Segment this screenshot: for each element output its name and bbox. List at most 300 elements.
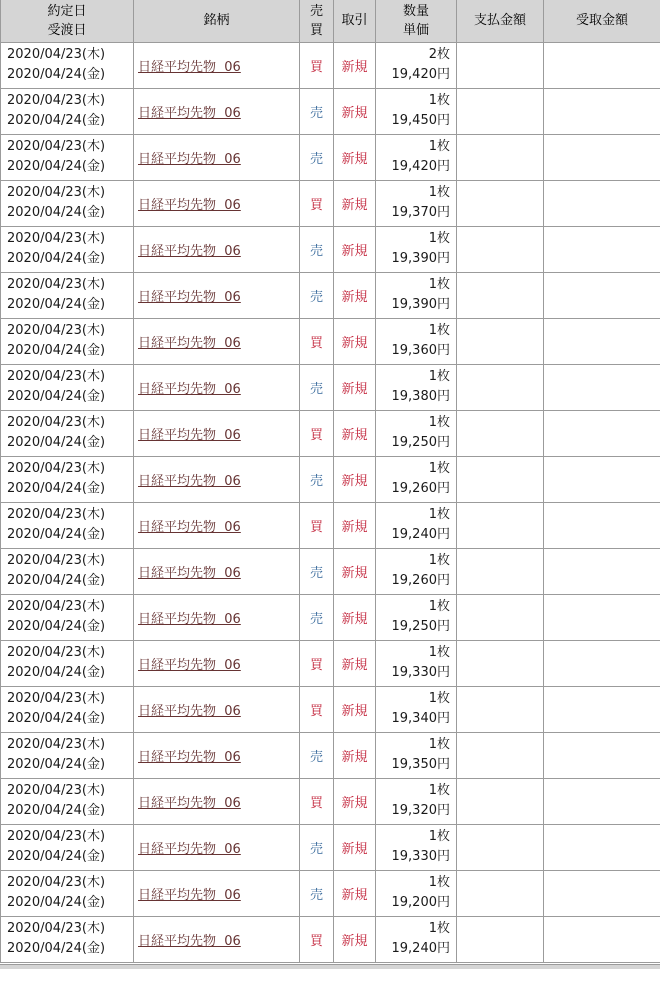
receipt-amount-cell xyxy=(544,870,660,916)
col-header-trade-type: 取引 xyxy=(334,0,376,42)
contract-date: 2020/04/23(木) xyxy=(7,921,106,936)
unit-price-value: 19,350円 xyxy=(391,757,450,772)
unit-price-value: 19,250円 xyxy=(391,435,450,450)
instrument-cell xyxy=(134,226,300,272)
table-row xyxy=(1,318,660,364)
quantity-price-cell xyxy=(376,134,457,180)
instrument-cell xyxy=(134,272,300,318)
side-label: 買 xyxy=(309,795,323,811)
quantity-price-cell xyxy=(376,916,457,962)
instrument-link[interactable]: 日経平均先物 06 xyxy=(138,611,241,627)
trade-type-cell xyxy=(334,318,376,364)
trade-type-label: 新規 xyxy=(341,381,368,397)
dates-cell xyxy=(1,42,134,88)
instrument-cell xyxy=(134,548,300,594)
trade-type-label: 新規 xyxy=(341,151,368,167)
quantity-value: 1枚 xyxy=(428,415,450,430)
delivery-date: 2020/04/24(金) xyxy=(7,389,106,404)
trade-type-cell xyxy=(334,594,376,640)
instrument-cell xyxy=(134,88,300,134)
side-cell xyxy=(300,272,334,318)
contract-date: 2020/04/23(木) xyxy=(7,783,106,798)
payment-amount-cell xyxy=(457,916,544,962)
side-label: 売 xyxy=(309,381,323,397)
dates-cell xyxy=(1,226,134,272)
dates-cell xyxy=(1,88,134,134)
trade-type-cell xyxy=(334,870,376,916)
trade-type-label: 新規 xyxy=(341,611,368,627)
table-row xyxy=(1,272,660,318)
side-cell xyxy=(300,916,334,962)
contract-date: 2020/04/23(木) xyxy=(7,93,106,108)
receipt-amount-cell xyxy=(544,778,660,824)
side-label: 買 xyxy=(309,335,323,351)
dates-cell xyxy=(1,640,134,686)
instrument-cell xyxy=(134,42,300,88)
side-label: 買 xyxy=(309,197,323,213)
quantity-price-cell xyxy=(376,88,457,134)
contract-date: 2020/04/23(木) xyxy=(7,691,106,706)
quantity-value: 1枚 xyxy=(428,691,450,706)
side-label: 売 xyxy=(309,243,323,259)
trade-type-label: 新規 xyxy=(341,887,368,903)
side-label: 売 xyxy=(309,611,323,627)
trade-type-label: 新規 xyxy=(341,59,368,75)
delivery-date: 2020/04/24(金) xyxy=(7,665,106,680)
side-cell xyxy=(300,594,334,640)
payment-amount-cell xyxy=(457,502,544,548)
contract-date: 2020/04/23(木) xyxy=(7,323,106,338)
delivery-date: 2020/04/24(金) xyxy=(7,205,106,220)
table-row xyxy=(1,732,660,778)
side-cell xyxy=(300,502,334,548)
dates-cell xyxy=(1,180,134,226)
table-row xyxy=(1,778,660,824)
table-header xyxy=(1,0,660,42)
quantity-value: 1枚 xyxy=(428,461,450,476)
table-row xyxy=(1,364,660,410)
table-row xyxy=(1,870,660,916)
trade-type-cell xyxy=(334,456,376,502)
delivery-date: 2020/04/24(金) xyxy=(7,435,106,450)
side-label: 売 xyxy=(309,151,323,167)
instrument-cell xyxy=(134,686,300,732)
delivery-date: 2020/04/24(金) xyxy=(7,297,106,312)
delivery-date: 2020/04/24(金) xyxy=(7,895,106,910)
receipt-amount-cell xyxy=(544,732,660,778)
col-header-side xyxy=(300,0,334,42)
delivery-date: 2020/04/24(金) xyxy=(7,113,106,128)
contract-date: 2020/04/23(木) xyxy=(7,47,106,62)
payment-amount-cell xyxy=(457,732,544,778)
trade-type-cell xyxy=(334,272,376,318)
receipt-amount-cell xyxy=(544,88,660,134)
contract-date: 2020/04/23(木) xyxy=(7,553,106,568)
quantity-value: 1枚 xyxy=(428,277,450,292)
col-header-unit-price: 単価 xyxy=(402,22,429,38)
table-row xyxy=(1,180,660,226)
side-cell xyxy=(300,226,334,272)
col-header-buy: 買 xyxy=(309,22,323,38)
payment-amount-cell xyxy=(457,272,544,318)
payment-amount-cell xyxy=(457,318,544,364)
trade-type-cell xyxy=(334,640,376,686)
unit-price-value: 19,370円 xyxy=(391,205,450,220)
trade-type-cell xyxy=(334,42,376,88)
quantity-price-cell xyxy=(376,272,457,318)
instrument-link[interactable]: 日経平均先物 06 xyxy=(138,795,241,811)
receipt-amount-cell xyxy=(544,134,660,180)
contract-date: 2020/04/23(木) xyxy=(7,185,106,200)
quantity-price-cell xyxy=(376,870,457,916)
col-header-quantity-price xyxy=(376,0,457,42)
side-label: 買 xyxy=(309,657,323,673)
instrument-link[interactable]: 日経平均先物 06 xyxy=(138,887,241,903)
receipt-amount-cell xyxy=(544,594,660,640)
dates-cell xyxy=(1,824,134,870)
col-header-payment-amount: 支払金額 xyxy=(457,0,544,42)
side-cell xyxy=(300,456,334,502)
payment-amount-cell xyxy=(457,364,544,410)
side-label: 売 xyxy=(309,289,323,305)
table-row xyxy=(1,594,660,640)
receipt-amount-cell xyxy=(544,410,660,456)
dates-cell xyxy=(1,364,134,410)
table-row xyxy=(1,548,660,594)
receipt-amount-cell xyxy=(544,824,660,870)
receipt-amount-cell xyxy=(544,640,660,686)
payment-amount-cell xyxy=(457,824,544,870)
quantity-price-cell xyxy=(376,456,457,502)
trade-type-label: 新規 xyxy=(341,243,368,259)
instrument-cell xyxy=(134,364,300,410)
unit-price-value: 19,360円 xyxy=(391,343,450,358)
delivery-date: 2020/04/24(金) xyxy=(7,527,106,542)
trade-type-cell xyxy=(334,732,376,778)
col-header-dates xyxy=(1,0,134,42)
delivery-date: 2020/04/24(金) xyxy=(7,757,106,772)
side-label: 売 xyxy=(309,841,323,857)
delivery-date: 2020/04/24(金) xyxy=(7,573,106,588)
delivery-date: 2020/04/24(金) xyxy=(7,803,106,818)
table-row xyxy=(1,456,660,502)
quantity-value: 1枚 xyxy=(428,553,450,568)
unit-price-value: 19,380円 xyxy=(391,389,450,404)
table-row xyxy=(1,410,660,456)
unit-price-value: 19,240円 xyxy=(391,941,450,956)
contract-date: 2020/04/23(木) xyxy=(7,599,106,614)
unit-price-value: 19,420円 xyxy=(391,67,450,82)
payment-amount-cell xyxy=(457,180,544,226)
contract-date: 2020/04/23(木) xyxy=(7,829,106,844)
quantity-value: 1枚 xyxy=(428,875,450,890)
instrument-cell xyxy=(134,594,300,640)
quantity-price-cell xyxy=(376,180,457,226)
unit-price-value: 19,390円 xyxy=(391,251,450,266)
quantity-value: 1枚 xyxy=(428,369,450,384)
table-body xyxy=(1,42,660,962)
delivery-date: 2020/04/24(金) xyxy=(7,849,106,864)
side-label: 買 xyxy=(309,519,323,535)
side-cell xyxy=(300,548,334,594)
side-cell xyxy=(300,134,334,180)
quantity-price-cell xyxy=(376,364,457,410)
trade-type-cell xyxy=(334,134,376,180)
receipt-amount-cell xyxy=(544,272,660,318)
payment-amount-cell xyxy=(457,226,544,272)
delivery-date: 2020/04/24(金) xyxy=(7,251,106,266)
dates-cell xyxy=(1,272,134,318)
unit-price-value: 19,330円 xyxy=(391,849,450,864)
receipt-amount-cell xyxy=(544,42,660,88)
trade-type-label: 新規 xyxy=(341,703,368,719)
unit-price-value: 19,340円 xyxy=(391,711,450,726)
quantity-value: 1枚 xyxy=(428,599,450,614)
trade-type-label: 新規 xyxy=(341,519,368,535)
col-header-contract-date: 約定日 xyxy=(47,3,87,19)
instrument-link[interactable]: 日経平均先物 06 xyxy=(138,749,241,765)
quantity-price-cell xyxy=(376,42,457,88)
trade-type-label: 新規 xyxy=(341,427,368,443)
trade-type-cell xyxy=(334,226,376,272)
instrument-link[interactable]: 日経平均先物 06 xyxy=(138,473,241,489)
trade-type-cell xyxy=(334,364,376,410)
quantity-value: 1枚 xyxy=(428,185,450,200)
contract-date: 2020/04/23(木) xyxy=(7,369,106,384)
side-cell xyxy=(300,732,334,778)
quantity-price-cell xyxy=(376,548,457,594)
instrument-link[interactable]: 日経平均先物 06 xyxy=(138,933,241,949)
instrument-cell xyxy=(134,180,300,226)
instrument-cell xyxy=(134,456,300,502)
payment-amount-cell xyxy=(457,88,544,134)
quantity-value: 1枚 xyxy=(428,139,450,154)
delivery-date: 2020/04/24(金) xyxy=(7,67,106,82)
side-label: 売 xyxy=(309,473,323,489)
side-cell xyxy=(300,686,334,732)
trade-type-label: 新規 xyxy=(341,473,368,489)
unit-price-value: 19,240円 xyxy=(391,527,450,542)
receipt-amount-cell xyxy=(544,548,660,594)
side-cell xyxy=(300,318,334,364)
quantity-value: 1枚 xyxy=(428,921,450,936)
delivery-date: 2020/04/24(金) xyxy=(7,941,106,956)
col-header-delivery-date: 受渡日 xyxy=(47,22,87,38)
quantity-value: 1枚 xyxy=(428,737,450,752)
contract-date: 2020/04/23(木) xyxy=(7,645,106,660)
trade-type-cell xyxy=(334,686,376,732)
quantity-value: 1枚 xyxy=(428,507,450,522)
side-cell xyxy=(300,640,334,686)
receipt-amount-cell xyxy=(544,318,660,364)
table-row xyxy=(1,88,660,134)
unit-price-value: 19,260円 xyxy=(391,481,450,496)
instrument-cell xyxy=(134,134,300,180)
trade-type-label: 新規 xyxy=(341,289,368,305)
instrument-link[interactable]: 日経平均先物 06 xyxy=(138,59,241,75)
trade-type-label: 新規 xyxy=(341,841,368,857)
payment-amount-cell xyxy=(457,778,544,824)
instrument-cell xyxy=(134,778,300,824)
receipt-amount-cell xyxy=(544,502,660,548)
side-label: 売 xyxy=(309,749,323,765)
quantity-value: 1枚 xyxy=(428,829,450,844)
quantity-price-cell xyxy=(376,410,457,456)
trade-type-cell xyxy=(334,824,376,870)
table-row xyxy=(1,640,660,686)
receipt-amount-cell xyxy=(544,226,660,272)
col-header-instrument: 銘柄 xyxy=(134,0,300,42)
unit-price-value: 19,250円 xyxy=(391,619,450,634)
payment-amount-cell xyxy=(457,548,544,594)
delivery-date: 2020/04/24(金) xyxy=(7,481,106,496)
instrument-cell xyxy=(134,916,300,962)
instrument-link[interactable]: 日経平均先物 06 xyxy=(138,197,241,213)
trade-type-cell xyxy=(334,548,376,594)
payment-amount-cell xyxy=(457,686,544,732)
contract-date: 2020/04/23(木) xyxy=(7,507,106,522)
unit-price-value: 19,200円 xyxy=(391,895,450,910)
side-cell xyxy=(300,870,334,916)
side-cell xyxy=(300,364,334,410)
side-label: 売 xyxy=(309,105,323,121)
unit-price-value: 19,450円 xyxy=(391,113,450,128)
quantity-price-cell xyxy=(376,778,457,824)
contract-date: 2020/04/23(木) xyxy=(7,461,106,476)
quantity-price-cell xyxy=(376,594,457,640)
receipt-amount-cell xyxy=(544,456,660,502)
trade-type-label: 新規 xyxy=(341,565,368,581)
trade-type-label: 新規 xyxy=(341,335,368,351)
instrument-link[interactable]: 日経平均先物 06 xyxy=(138,565,241,581)
instrument-link[interactable]: 日経平均先物 06 xyxy=(138,151,241,167)
quantity-price-cell xyxy=(376,824,457,870)
quantity-value: 1枚 xyxy=(428,645,450,660)
trade-type-cell xyxy=(334,916,376,962)
quantity-price-cell xyxy=(376,732,457,778)
instrument-link[interactable]: 日経平均先物 06 xyxy=(138,289,241,305)
trade-type-cell xyxy=(334,778,376,824)
instrument-link[interactable]: 日経平均先物 06 xyxy=(138,243,241,259)
next-section-header-strip xyxy=(0,964,660,969)
trade-type-cell xyxy=(334,88,376,134)
dates-cell xyxy=(1,548,134,594)
dates-cell xyxy=(1,778,134,824)
instrument-cell xyxy=(134,318,300,364)
receipt-amount-cell xyxy=(544,686,660,732)
instrument-link[interactable]: 日経平均先物 06 xyxy=(138,427,241,443)
quantity-value: 1枚 xyxy=(428,323,450,338)
side-cell xyxy=(300,88,334,134)
table-row xyxy=(1,134,660,180)
instrument-cell xyxy=(134,502,300,548)
unit-price-value: 19,420円 xyxy=(391,159,450,174)
instrument-cell xyxy=(134,824,300,870)
payment-amount-cell xyxy=(457,42,544,88)
quantity-price-cell xyxy=(376,318,457,364)
dates-cell xyxy=(1,916,134,962)
contract-date: 2020/04/23(木) xyxy=(7,737,106,752)
trade-type-label: 新規 xyxy=(341,795,368,811)
dates-cell xyxy=(1,456,134,502)
instrument-link[interactable]: 日経平均先物 06 xyxy=(138,841,241,857)
instrument-link[interactable]: 日経平均先物 06 xyxy=(138,703,241,719)
side-label: 買 xyxy=(309,703,323,719)
contract-date: 2020/04/23(木) xyxy=(7,139,106,154)
unit-price-value: 19,330円 xyxy=(391,665,450,680)
receipt-amount-cell xyxy=(544,364,660,410)
unit-price-value: 19,390円 xyxy=(391,297,450,312)
table-row xyxy=(1,42,660,88)
dates-cell xyxy=(1,594,134,640)
instrument-link[interactable]: 日経平均先物 06 xyxy=(138,381,241,397)
dates-cell xyxy=(1,502,134,548)
payment-amount-cell xyxy=(457,870,544,916)
quantity-value: 1枚 xyxy=(428,93,450,108)
header-row xyxy=(1,0,660,42)
contract-date: 2020/04/23(木) xyxy=(7,415,106,430)
trade-type-label: 新規 xyxy=(341,105,368,121)
dates-cell xyxy=(1,686,134,732)
table-row xyxy=(1,502,660,548)
instrument-cell xyxy=(134,640,300,686)
col-header-receipt-amount: 受取金額 xyxy=(544,0,660,42)
payment-amount-cell xyxy=(457,594,544,640)
trade-type-label: 新規 xyxy=(341,197,368,213)
unit-price-value: 19,260円 xyxy=(391,573,450,588)
unit-price-value: 19,320円 xyxy=(391,803,450,818)
instrument-link[interactable]: 日経平均先物 06 xyxy=(138,105,241,121)
side-cell xyxy=(300,824,334,870)
contract-date: 2020/04/23(木) xyxy=(7,231,106,246)
payment-amount-cell xyxy=(457,456,544,502)
instrument-cell xyxy=(134,410,300,456)
dates-cell xyxy=(1,318,134,364)
delivery-date: 2020/04/24(金) xyxy=(7,619,106,634)
trade-type-cell xyxy=(334,502,376,548)
quantity-value: 1枚 xyxy=(428,783,450,798)
col-header-quantity: 数量 xyxy=(402,3,429,19)
instrument-link[interactable]: 日経平均先物 06 xyxy=(138,657,241,673)
dates-cell xyxy=(1,870,134,916)
instrument-link[interactable]: 日経平均先物 06 xyxy=(138,335,241,351)
contract-date: 2020/04/23(木) xyxy=(7,277,106,292)
side-cell xyxy=(300,42,334,88)
quantity-price-cell xyxy=(376,226,457,272)
delivery-date: 2020/04/24(金) xyxy=(7,343,106,358)
instrument-cell xyxy=(134,732,300,778)
side-label: 買 xyxy=(309,933,323,949)
side-cell xyxy=(300,778,334,824)
instrument-link[interactable]: 日経平均先物 06 xyxy=(138,519,241,535)
trade-type-cell xyxy=(334,410,376,456)
col-header-sell: 売 xyxy=(309,3,323,19)
delivery-date: 2020/04/24(金) xyxy=(7,711,106,726)
trade-type-label: 新規 xyxy=(341,933,368,949)
side-cell xyxy=(300,410,334,456)
table-row xyxy=(1,824,660,870)
trade-type-label: 新規 xyxy=(341,749,368,765)
instrument-cell xyxy=(134,870,300,916)
side-label: 買 xyxy=(309,427,323,443)
dates-cell xyxy=(1,732,134,778)
side-label: 売 xyxy=(309,565,323,581)
trade-type-cell xyxy=(334,180,376,226)
table-row xyxy=(1,226,660,272)
contract-date: 2020/04/23(木) xyxy=(7,875,106,890)
side-cell xyxy=(300,180,334,226)
payment-amount-cell xyxy=(457,410,544,456)
